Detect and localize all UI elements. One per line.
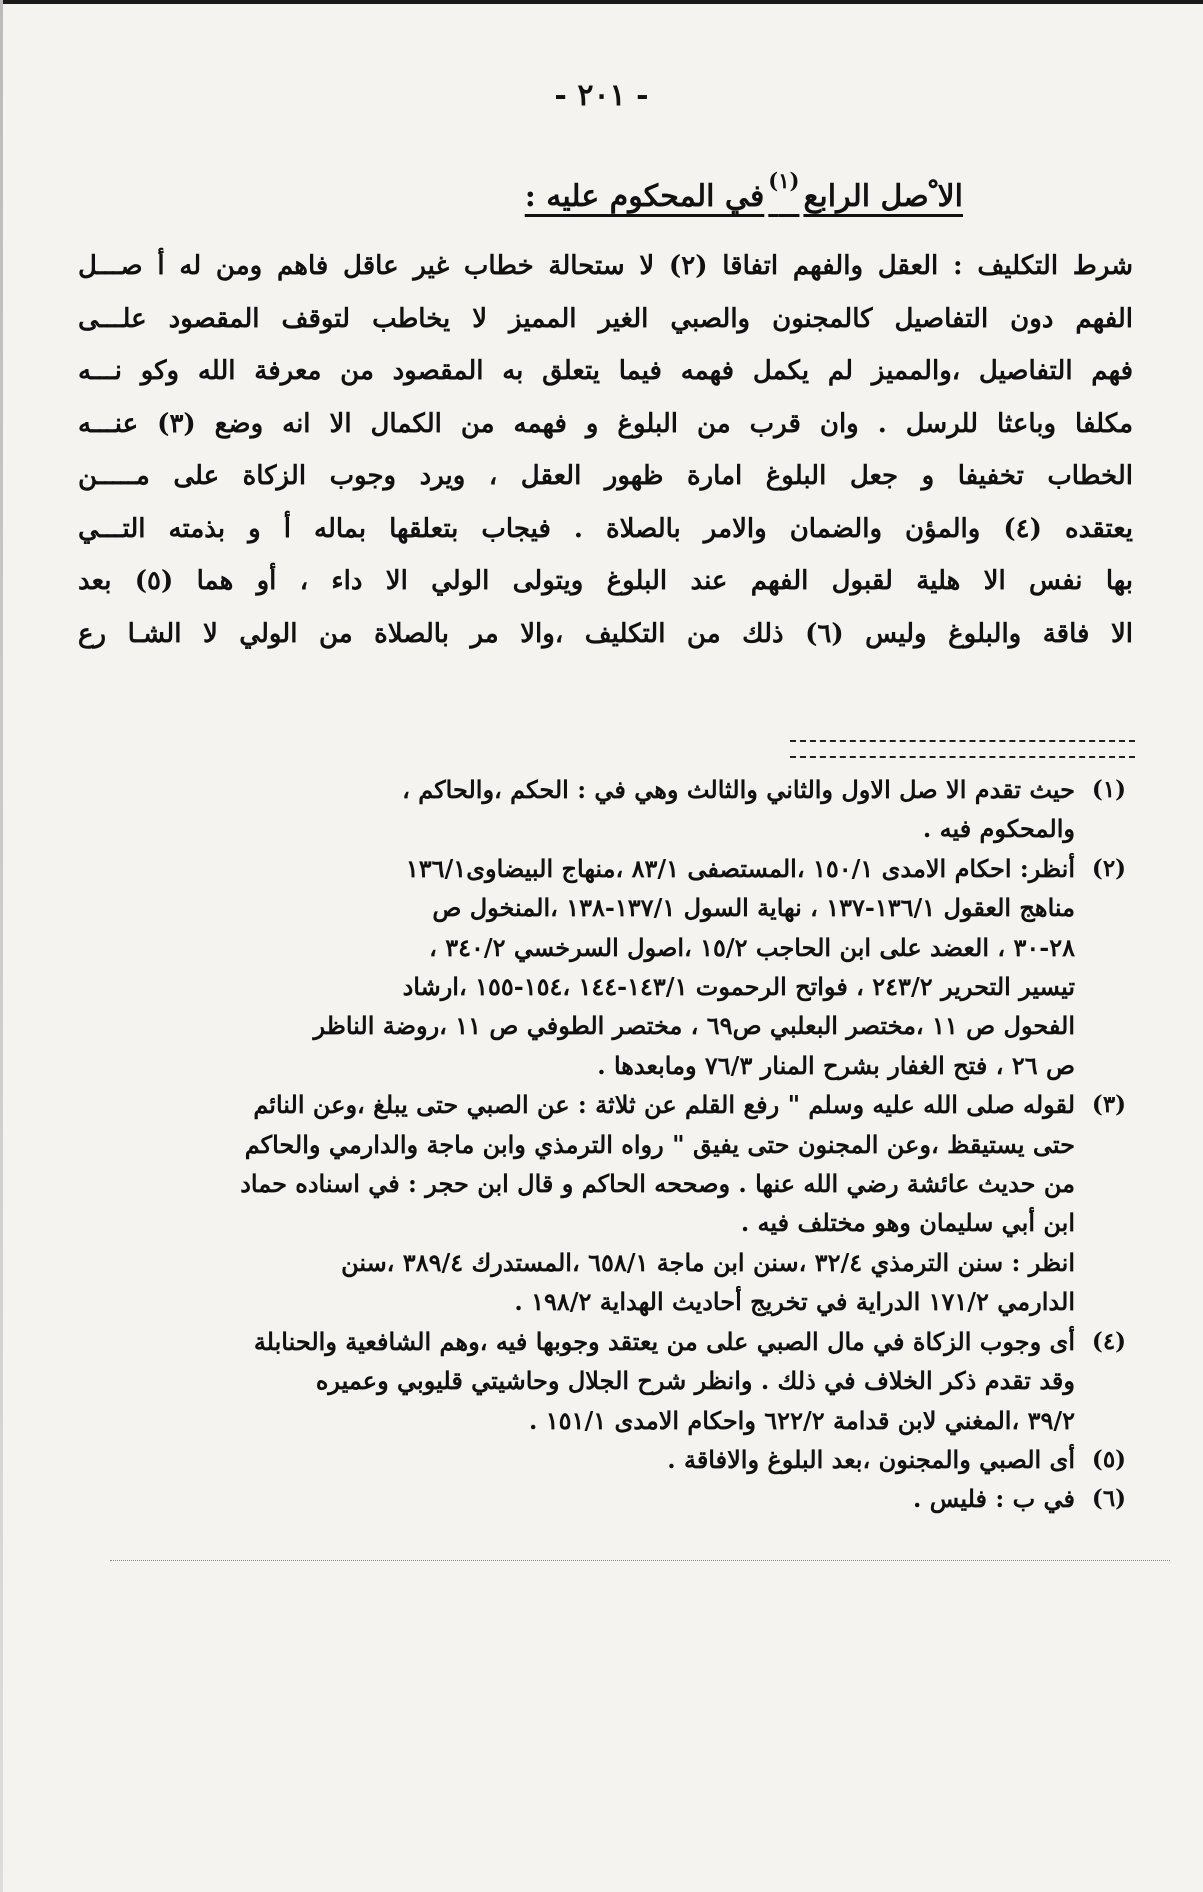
footnote-4 [68, 1322, 1143, 1440]
footnote-line: مناهج العقول ١٣٦/١-١٣٧ ، نهاية السول ١٣٧/١-١٣٨ ،المنخول ص [432, 893, 1075, 923]
footnote-5 [68, 1440, 1143, 1479]
heading-footnote-ref: (١) [768, 168, 800, 193]
footnote-line: من حديث عائشة رضي الله عنها . وصححه الحاكم و قال ابن حجر : في اسناده حماد [240, 1169, 1075, 1199]
footnote-text [68, 1440, 1075, 1479]
body-line: الا فاقة والبلوغ وليس (٦) ذلك من التكليف ،والا مر بالصلاة من الولي لا الشـا رع [78, 618, 1133, 649]
footnote-line: ٣٩/٢ ،المغني لابن قدامة ٦٢٢/٢ واحكام الامدى ١٥١/١ . [529, 1405, 1075, 1435]
footnote-number: (٤) [1091, 1327, 1127, 1355]
footnote-line: وقد تقدم ذكر الخلاف في ذلك . وانظر شرح الجلال وحاشيتي قليوبي وعميره [315, 1366, 1075, 1396]
footnote-line: أى الصبي والمجنون ،بعد البلوغ والافاقة . [667, 1444, 1075, 1474]
footnote-line: والمحكوم فيه . [922, 814, 1075, 844]
bottom-dotted-line [110, 1560, 1170, 1561]
footnote-text [68, 1322, 1075, 1440]
footnote-line: ٢٨-٣٠ ، العضد على ابن الحاجب ١٥/٢ ،اصول السرخسي ٣٤٠/٢ ، [429, 932, 1075, 962]
left-edge-shadow [0, 0, 3, 1892]
heading-suffix: في المحكوم عليه : [524, 179, 765, 214]
footnote-number: (٣) [1091, 1091, 1127, 1119]
footnote-line: أى وجوب الزكاة في مال الصبي على من يعتقد وجوبها فيه ،وهم الشافعية والحنابلة [253, 1326, 1075, 1356]
section-heading [525, 168, 963, 214]
footnote-text [68, 849, 1075, 1085]
body-line: الفهم دون التفاصيل كالمجنون والصبي الغير المميز لا يخاطب لتوقف المقصود علـــى [78, 303, 1133, 334]
footnote-separator [790, 740, 1135, 758]
body-line: مكلفا وباعثا للرسل . وان قرب من البلوغ و فهمه من الكمال الا انه وضع (٣) عنـــه [78, 408, 1133, 439]
footnote-6 [68, 1479, 1143, 1518]
top-border-line [0, 0, 1203, 4]
footnote-line: الفحول ص ١١ ،مختصر البعلبي ص٦٩ ، مختصر الطوفي ص ١١ ،روضة الناظر [313, 1011, 1075, 1041]
heading-title [524, 168, 963, 214]
footnote-1 [68, 770, 1143, 849]
footnote-line: تيسير التحرير ٢٤٣/٢ ، فواتح الرحموت ١٤٣/١-١٤٤ ،١٥٤-١٥٥ ،ارشاد [402, 972, 1075, 1002]
footnote-line: انظر : سنن الترمذي ٣٢/٤ ،سنن ابن ماجة ٦٥٨/١ ،المستدرك ٣٨٩/٤ ،سنن [341, 1247, 1075, 1277]
footnote-line: حتى يستيقظ ،وعن المجنون حتى يفيق " رواه الترمذي وابن ماجة والدارمي والحاكم [244, 1129, 1075, 1159]
footnote-line: لقوله صلى الله عليه وسلم " رفع القلم عن ثلاثة : عن الصبي حتى يبلغ ،وعن النائم [253, 1090, 1075, 1120]
footnote-text [68, 1479, 1075, 1518]
footnote-text [68, 1085, 1075, 1321]
footnote-number: (٦) [1091, 1485, 1127, 1513]
footnote-number: (٢) [1091, 854, 1127, 882]
footnote-2 [68, 849, 1143, 1085]
footnote-3 [68, 1085, 1143, 1321]
body-line: شرط التكليف : العقل والفهم اتفاقا (٢) لا ستحالة خطاب غير عاقل فاهم ومن له أ صـــل [78, 251, 1133, 281]
heading-prefix: الا ْصل الرابع [803, 179, 963, 214]
body-line: يعتقده (٤) والمؤن والضمان والامر بالصلاة . فيجاب بتعلقها بماله أ و بذمته التـــي [78, 513, 1133, 544]
footnote-line: حيث تقدم الا صل الاول والثاني والثالث وهي في : الحكم ،والحاكم ، [402, 775, 1075, 804]
body-paragraph [78, 240, 1133, 660]
body-line: الخطاب تخفيفا و جعل البلوغ امارة ظهور العقل ، ويرد وجوب الزكاة على مـــــن [78, 461, 1133, 491]
footnote-line: ص ٢٦ ، فتح الغفار بشرح المنار ٧٦/٣ ومابعدها . [597, 1050, 1075, 1080]
body-line: بها نفس الا هلية لقبول الفهم عند البلوغ ويتولى الولي الا داء ، أو هما (٥) بعد [78, 566, 1133, 596]
footnote-line: في ب : فليس . [913, 1484, 1075, 1514]
footnote-line: الدارمي ١٧١/٢ الدراية في تخريج أحاديث الهداية ١٩٨/٢ . [514, 1287, 1075, 1317]
footnote-number: (٥) [1091, 1445, 1127, 1473]
footnote-text [68, 770, 1075, 849]
footnote-line: أنظر: احكام الامدى ١٥٠/١ ،المستصفى ٨٣/١ ،منهاج البيضاوى١٣٦/١ [405, 853, 1075, 883]
page-number: - ٢٠١ - [554, 78, 649, 113]
footnote-number: (١) [1091, 776, 1127, 803]
footnote-line: ابن أبي سليمان وهو مختلف فيه . [740, 1208, 1075, 1238]
body-line: فهم التفاصيل ،والمميز لم يكمل فهمه فيما يتعلق به المقصود من معرفة الله وكو نـــه [78, 356, 1133, 386]
footnotes-section [68, 770, 1143, 1519]
